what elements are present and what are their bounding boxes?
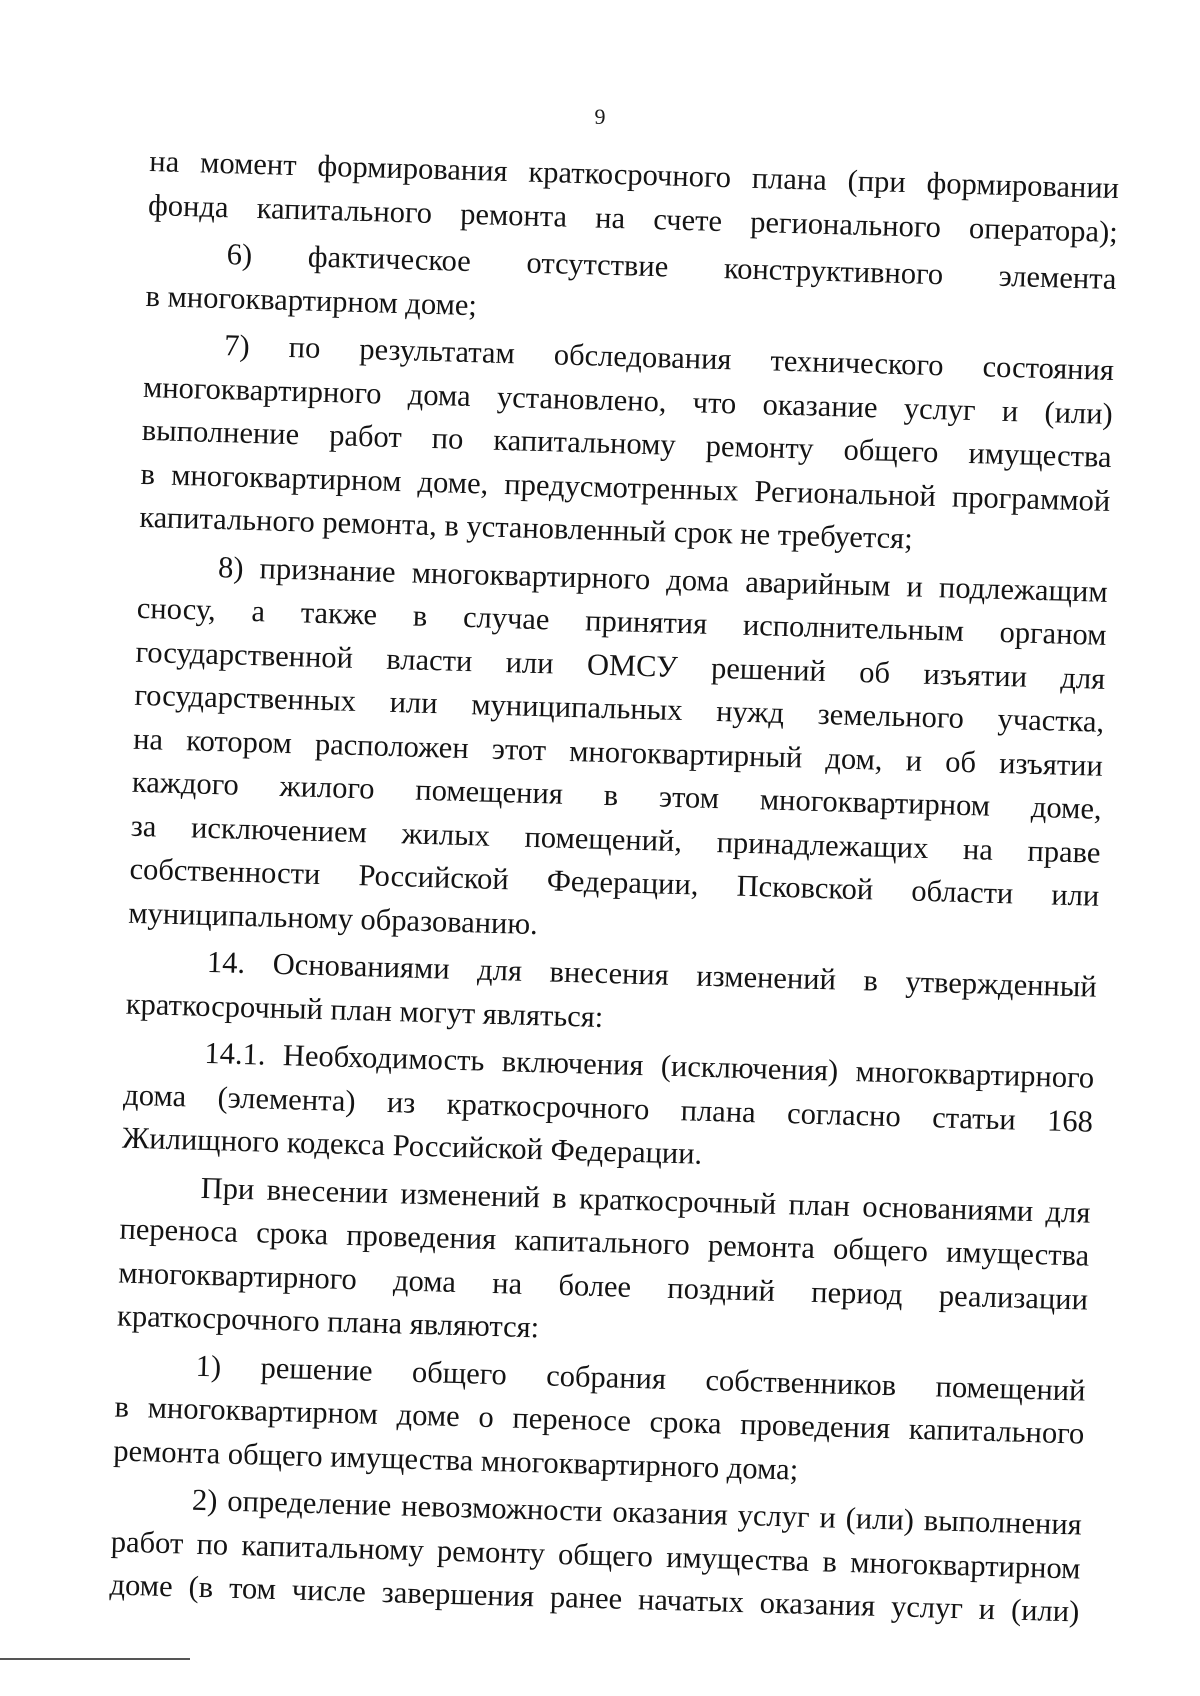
word: котором (185, 722, 293, 760)
word: государственных (134, 677, 357, 718)
word: случае (462, 599, 550, 637)
word: а (251, 594, 266, 629)
word: принадлежащих (716, 824, 929, 865)
word: числе (291, 1572, 367, 1609)
word: поздний (667, 1270, 776, 1308)
word: этот (491, 731, 547, 767)
word: ранее (549, 1579, 623, 1616)
word: по (196, 1526, 229, 1562)
text-line: муниципальному образованию. (127, 895, 539, 941)
word: органом (999, 614, 1107, 652)
word: 1) (195, 1348, 222, 1383)
word: на (148, 143, 180, 179)
word: плана (751, 160, 828, 197)
word: фактическое (307, 239, 472, 278)
word: или (505, 644, 555, 680)
word: переносе (512, 1400, 632, 1438)
word: плана (680, 1092, 757, 1129)
word: и (819, 1500, 837, 1535)
word: помещений, (524, 819, 683, 858)
word: за (130, 808, 157, 843)
word: в (863, 963, 879, 998)
word: внесении (266, 1172, 389, 1210)
word: программой (951, 479, 1111, 518)
word: дом, (825, 740, 884, 777)
word: ремонта (707, 1228, 816, 1265)
word: предусмотренных (503, 466, 739, 508)
word: 168 (1046, 1102, 1094, 1139)
word: формирования (317, 148, 509, 188)
word: формировании (926, 165, 1120, 206)
word: согласно (786, 1095, 902, 1133)
word: ОМСУ (586, 646, 679, 684)
word: решений (710, 650, 827, 688)
word: капитального (908, 1411, 1085, 1451)
word: (в (188, 1569, 214, 1605)
word: доме, (1030, 789, 1103, 826)
word: в (551, 1180, 568, 1215)
word: многоквартирном (170, 457, 402, 498)
word: собственников (705, 1362, 897, 1402)
word: на (962, 831, 994, 867)
word: проведения (739, 1406, 891, 1446)
word: Федерации, (546, 863, 699, 902)
word: многоквартирном (759, 782, 991, 823)
word: (при (847, 163, 907, 200)
word: (или) (1044, 394, 1114, 431)
word: оказания (612, 1494, 729, 1532)
word: области (910, 873, 1014, 911)
word: краткосрочного (446, 1086, 650, 1126)
word: момент (199, 145, 298, 183)
text-line: ремонта общего имущества многоквартирного дома; (112, 1432, 799, 1487)
word: ремонту (705, 428, 815, 466)
word: (элемента) (217, 1079, 357, 1118)
word: многоквартирного (117, 1255, 358, 1296)
word: 2) (191, 1482, 218, 1518)
word: по (431, 420, 464, 456)
word: по (288, 329, 321, 365)
word: в (140, 456, 156, 491)
word: или (1050, 877, 1100, 913)
word: и (1001, 393, 1019, 428)
word: праве (1027, 833, 1101, 870)
text-line: краткосрочный план могут являться: (125, 986, 604, 1034)
word: из (386, 1084, 416, 1120)
word: в (114, 1389, 130, 1424)
word: ремонта (459, 196, 568, 234)
word: дома (665, 562, 730, 598)
word: выполнения (923, 1503, 1083, 1542)
word: признание (259, 550, 397, 589)
word: выполнение (141, 412, 300, 452)
word: доме (109, 1567, 174, 1604)
word: оператора); (968, 210, 1119, 249)
word: 14. (206, 944, 246, 980)
document-body (109, 140, 1120, 1634)
word: для (1045, 1193, 1091, 1230)
word: имущества (665, 1539, 810, 1578)
word: обследования (553, 337, 732, 377)
word: Основаниями (272, 946, 451, 986)
word: элемента (998, 258, 1117, 297)
word: более (558, 1267, 632, 1304)
word: и (905, 742, 923, 778)
word: решение (260, 1350, 374, 1388)
word: (или) (1010, 1592, 1080, 1629)
word: статьи (931, 1099, 1017, 1137)
word: многоквартирный (568, 733, 803, 774)
word: определение (226, 1483, 392, 1523)
word: (или) (845, 1500, 915, 1537)
word: муниципальных (470, 687, 683, 728)
word: капитальному (492, 422, 677, 462)
word: общего (832, 1231, 929, 1269)
word: внесения (549, 954, 670, 992)
word: помещений (935, 1368, 1086, 1408)
word: план (788, 1186, 851, 1223)
word: доме, (417, 464, 489, 501)
word: об (944, 743, 977, 779)
word: конструктивного (723, 251, 944, 292)
word: капитального (514, 1222, 691, 1262)
word: изменений (695, 958, 837, 997)
word: период (810, 1274, 904, 1311)
page-number: 9 (594, 104, 606, 129)
word: ремонту (436, 1533, 546, 1571)
word: в (603, 777, 619, 813)
text-line: Жилищного кодекса Российской Федерации. (121, 1120, 703, 1171)
word: работ (110, 1523, 184, 1560)
page-edge-line (0, 1658, 190, 1660)
word: регионального (749, 204, 942, 244)
word: 6) (226, 237, 253, 272)
word: технического (770, 343, 945, 383)
word: включения (501, 1044, 644, 1083)
word: оказания (759, 1585, 876, 1623)
word: отсутствие (526, 245, 669, 284)
word: основаниями (861, 1188, 1034, 1228)
word: имущества (945, 1234, 1090, 1273)
word: При (200, 1170, 255, 1206)
word: 8) (217, 549, 245, 585)
word: срока (649, 1404, 723, 1441)
word: утвержденный (905, 964, 1098, 1004)
word: расположен (314, 726, 470, 765)
word: также (300, 595, 378, 632)
word: краткосрочный (578, 1180, 777, 1221)
word: многоквартирного (855, 1054, 1095, 1095)
word: переноса (119, 1211, 239, 1249)
word: фонда (147, 187, 230, 224)
word: Российской (358, 858, 510, 897)
word: счете (652, 201, 723, 238)
word: Псковской (736, 868, 874, 907)
word: том (228, 1570, 277, 1607)
word: дома (392, 1262, 457, 1299)
word: жилого (279, 768, 375, 806)
word: общего (411, 1354, 508, 1391)
word: или (389, 684, 439, 721)
word: власти (385, 641, 473, 678)
word: о (478, 1399, 495, 1435)
word: многоквартирного (411, 554, 651, 596)
text-line: в многоквартирном доме; (145, 278, 478, 322)
word: общего (557, 1536, 654, 1574)
word: государственной (135, 634, 354, 675)
text-line: краткосрочного плана являются: (116, 1298, 540, 1345)
word: многоквартирном (147, 1390, 379, 1431)
word: срока (255, 1215, 329, 1252)
word: изменений (400, 1175, 541, 1214)
word: сносу, (136, 590, 217, 628)
word: 14.1. (204, 1035, 266, 1072)
word: услуг (903, 390, 977, 427)
word: проведения (345, 1217, 497, 1257)
word: для (1060, 660, 1106, 696)
word: услуг (890, 1589, 964, 1626)
word: на (594, 199, 626, 235)
word: собрания (545, 1358, 667, 1396)
word: и (906, 568, 924, 604)
word: об (858, 654, 891, 690)
word: в (412, 598, 428, 633)
word: состояния (982, 349, 1115, 387)
word: общего (843, 432, 939, 470)
word: 7) (223, 328, 251, 363)
word: нужд (715, 694, 785, 730)
word: собственности (129, 851, 321, 892)
word: и (978, 1591, 996, 1627)
word: принятия (584, 603, 708, 641)
word: на (132, 721, 164, 757)
word: каждого (131, 764, 240, 802)
word: исполнительным (742, 607, 965, 648)
word: жилых (401, 815, 491, 853)
word: (исключения) (660, 1048, 839, 1088)
word: многоквартирном (849, 1544, 1081, 1586)
word: установлено, (496, 379, 667, 419)
word: Необходимость (282, 1038, 485, 1078)
word: начатых (637, 1582, 745, 1620)
word: изъятии (923, 656, 1028, 694)
word: Региональной (754, 473, 937, 513)
word: аварийным (744, 564, 891, 603)
word: оказание (762, 386, 879, 424)
word: завершения (381, 1575, 535, 1614)
word: доме (396, 1397, 461, 1434)
word: услуг (737, 1497, 811, 1534)
word: результатам (358, 331, 516, 371)
word: земельного (817, 696, 965, 735)
word: изъятии (998, 745, 1104, 783)
word: подлежащим (938, 569, 1109, 609)
word: имущества (968, 435, 1112, 474)
word: помещения (414, 772, 564, 811)
word: невозможности (400, 1488, 603, 1529)
word: дома (122, 1077, 187, 1113)
word: для (476, 952, 523, 988)
word: капитальному (241, 1527, 425, 1567)
word: дома (407, 376, 472, 413)
word: краткосрочного (527, 154, 732, 195)
word: на (491, 1265, 523, 1301)
word: участка, (997, 701, 1105, 739)
word: что (692, 384, 737, 420)
word: реализации (938, 1277, 1089, 1317)
word: многоквартирного (142, 369, 383, 411)
word: этом (658, 779, 720, 816)
word: капитального (256, 190, 433, 230)
word: в (822, 1543, 838, 1579)
word: работ (328, 418, 403, 455)
word: исключением (190, 809, 368, 849)
text-line: капитального ремонта, в установленный срок не требуется; (138, 499, 914, 556)
